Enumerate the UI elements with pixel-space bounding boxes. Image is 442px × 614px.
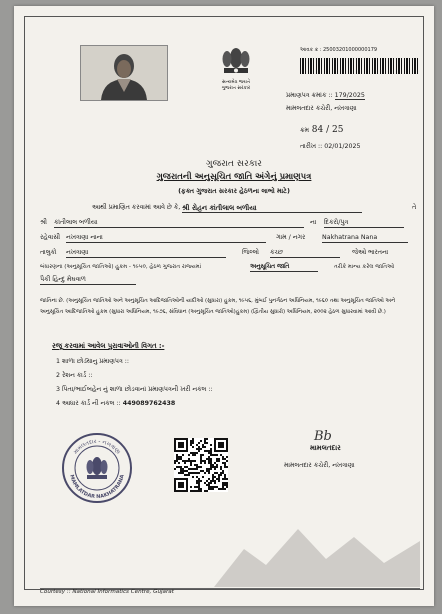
relation: દિકરો/પુત્ર <box>324 219 404 228</box>
taluka-label: તાલુકો <box>40 249 57 256</box>
signatory-designation: મામલતદાર <box>310 444 341 452</box>
legal-paragraph: જાતિના છે. (અનુસૂચિત જાતિઓ અને અનુસૂચિત આદિજાતિઓની યાદીઓ (સુધારા) હુકમ, ૧૯૫૬, મુંબઈ પુનર્ગઠન અધિનિયમ, ૧૯૬૦ તથા અનુસૂચિત જાતિઓ અને અનુસૂચિત આદિજાતિઓ હુકમ (સુધારા અધિનિયમ, ૧૯૭૬, સંવિધાન (અનુસૂચિત જાતિઓ)હુકમ) (દ્વિતીય સુધારો) અધિનિયમ, ૨૦૦૨ હેઠળ સુધારવામાં આવી છે.) <box>40 298 396 315</box>
seal-top-text: મામલતદાર - નખત્રાણા <box>72 438 122 456</box>
seal-bottom-text: MAMLATDAR NAKHATRANA <box>68 474 126 501</box>
certificate-page <box>14 6 434 606</box>
father-prefix: શ્રી <box>40 219 47 226</box>
caste-category: અનુસૂચિત જાતિ <box>250 263 318 272</box>
emblem-caption-1: સત્યમેવ જયતે <box>221 80 251 85</box>
proof-item-3: 3 પિતા/ભાઈબહેન નું શાળા છોડવાનાં પ્રમાણપત્રની ખરી નકલ :: <box>56 386 213 393</box>
village-label: ગામ / નગર <box>276 234 306 241</box>
recognized-castes-text: તરીકે માન્ય કરેલ જાતિઓ <box>334 264 395 270</box>
resident-value: નખત્રાણા નાના <box>66 234 266 243</box>
issue-date-label: તારીખ :: <box>300 143 323 150</box>
village-value: Nakhatrana Nana <box>322 234 408 243</box>
certificate-title: ગુજરાતની અનુસૂચિત જાતિ અંગેનું પ્રમાણપત્ર <box>156 172 312 182</box>
background-watermark <box>214 511 420 587</box>
intro-text: આથી પ્રમાણિત કરવામાં આવે છે કે, <box>92 204 181 211</box>
proof-item-1: 1 શાળા છોડ્યાનુ પ્રમાણપત્ર :: <box>56 358 129 365</box>
entry-number-label: ક્રમ <box>300 127 309 134</box>
applicant-photo <box>80 45 168 101</box>
application-number: આવક ક્ર : 25003201000000179 <box>300 47 378 53</box>
entry-number-row <box>300 124 343 137</box>
official-seal <box>60 431 134 505</box>
applicant-name: શ્રી રોહન કાંતીલાલ બળીયા <box>182 204 362 213</box>
order-text: બંધારણના (અનુસૂચિત જાતિઓ) હુકમ - ૧૯૫૦, હેઠળ ગુજરાત રાજ્યમાં <box>40 264 202 270</box>
relation-prefix: ના <box>310 219 317 226</box>
proof-item-2: 2 રેશન કાર્ડ :: <box>56 372 93 379</box>
taluka-value: નખત્રાણા <box>66 249 226 258</box>
signatory-office: મામલતદાર કચેરી, નખત્રાણા <box>284 462 355 469</box>
government-title: ગુજરાત સરકાર <box>206 159 262 169</box>
proof-item-4 <box>56 400 175 408</box>
district-label: જિલ્લો <box>242 249 259 256</box>
certificate-number: 179/2025 <box>334 92 365 99</box>
caste-name: પૈકી હિન્દુ મેઘવાળ <box>40 276 136 285</box>
aadhaar-number: 449089762438 <box>122 400 176 407</box>
emblem-caption-2: ગુજરાત સરકાર <box>221 86 251 91</box>
state-emblem-icon <box>216 42 256 94</box>
certificate-number-row <box>286 92 365 100</box>
issue-date-row <box>300 143 361 151</box>
barcode <box>300 58 418 74</box>
qr-code <box>174 438 228 492</box>
father-name: કાંતીલાલ બળીયા <box>54 219 304 228</box>
entry-number: 84 / 25 <box>311 125 344 135</box>
certificate-subtitle: (ફક્ત ગુજરાત સરકાર હેઠળના લાભો માટે) <box>178 187 290 195</box>
proof-item-4-label: 4 આધાર કાર્ડ ની નકલ :: <box>56 400 121 407</box>
applicant-suffix: તે <box>412 204 417 211</box>
resident-label: રહેવાસી <box>40 234 61 241</box>
certificate-number-label: પ્રમાણપત્ર ક્રમાંક :: <box>286 92 333 99</box>
signature-scribble: Bb <box>314 429 332 444</box>
footer-courtesy: Courtesy :: National Informatics Centre, Gujarat <box>40 588 420 595</box>
proofs-heading: રજૂ કરવામાં આવેલ પુરાવાઓની વિગત :- <box>52 342 165 350</box>
issuing-office: મામલતદાર કચેરી, નખત્રાણા <box>286 105 357 112</box>
state-text: જેઓ ભારતના <box>352 249 389 256</box>
issue-date: 02/01/2025 <box>324 143 361 150</box>
district-value: કચ્છ <box>270 249 340 258</box>
